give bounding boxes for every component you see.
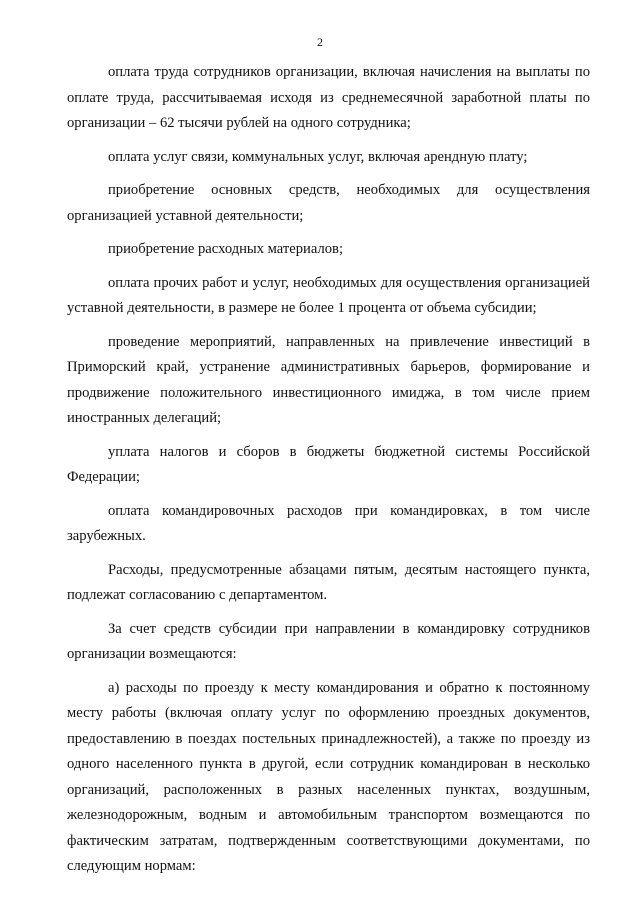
paragraph: Расходы, предусмотренные абзацами пятым, десятым настоящего пункта, подлежат согласованию с департаментом. [67, 561, 590, 603]
page-number: 2 [317, 35, 323, 49]
paragraph: проведение мероприятий, направленных на привлечение инвестиций в Приморский край, устранение административных барьеров, формирование и продвижение положительного инвестиционного имиджа, в том числе прием иностранных делегаций; [67, 333, 590, 426]
document-body [67, 60, 590, 888]
paragraph: приобретение расходных материалов; [108, 241, 344, 257]
paragraph: оплата услуг связи, коммунальных услуг, включая арендную плату; [108, 148, 528, 165]
paragraph: уплата налогов и сборов в бюджеты бюджетной системы Российской Федерации; [67, 443, 590, 485]
paragraph: оплата труда сотрудников организации, включая начисления на выплаты по оплате труда, рассчитываемая исходя из среднемесячной заработной платы по организации – 62 тысячи рублей на одного сотрудника; [67, 64, 590, 131]
paragraph: приобретение основных средств, необходимых для осуществления организацией уставной деятельности; [67, 182, 590, 224]
paragraph: За счет средств субсидии при направлении в командировку сотрудников организации возмещаются: [67, 620, 590, 662]
paragraph: оплата командировочных расходов при командировках, в том числе зарубежных. [67, 502, 590, 544]
paragraph: а) расходы по проезду к месту командирования и обратно к постоянному месту работы (включая оплату услуг по оформлению проездных документов, предоставлению в поездах постельных принадлежностей), а также по проезду из одного населенного пункта в другой, если сотрудник командирован в несколько организаций, расположенных в разных населенных пунктах, воздушным, железнодорожным, водным и автомобильным транспортом возмещаются по фактическим затратам, подтвержденным соответствующими документами, по следующим нормам: [67, 679, 590, 874]
paragraph: оплата прочих работ и услуг, необходимых для осуществления организацией уставной деятельности, в размере не более 1 процента от объема субсидии; [67, 274, 590, 316]
